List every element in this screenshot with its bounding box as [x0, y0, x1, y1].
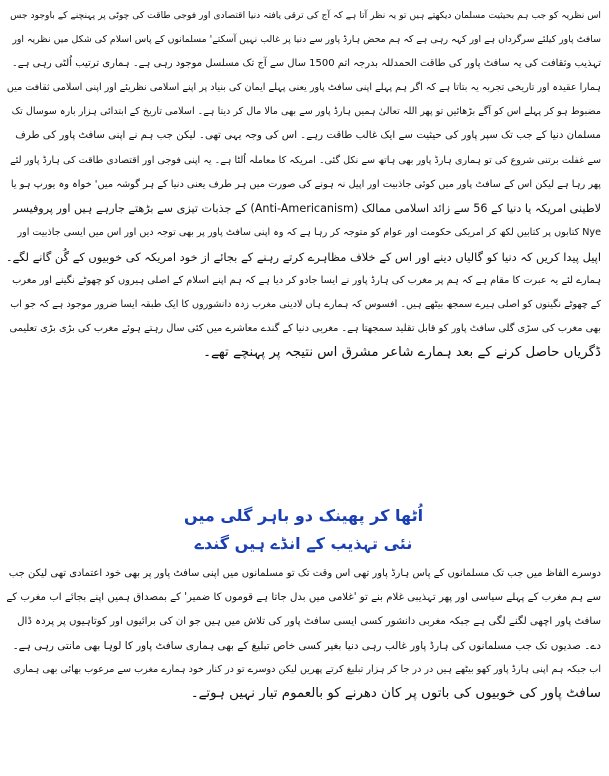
text-line: تہذیب وثقافت کی یہ سافٹ پاور کی طاقت الحمدللہ بدرجہ اتم 1500 سال سے آج تک مسلسل موجود رہی ہے۔ ہماری ترتیب اُلٹی رہی ہے۔ — [11, 58, 601, 70]
text-line: دے۔ صدیوں تک جب مسلمانوں کی ہارڈ پاور غالب رہی دنیا بغیر کسی خاص تبلیغ کے بھی ہماری سافٹ پاور کا لوہا بھی مانتی رہی ہے۔ — [12, 640, 601, 653]
text-line: مسلمان دنیا کے جب تک سپر پاور کی حیثیت سے ایک غالب طاقت رہے۔ اس کی وجہ یہی تھی۔ لیکن جب ہم نے اپنی سافٹ پاور کی طرف — [15, 130, 601, 142]
text-line: کے چھوٹے نگینوں کو اصلی ہیرے سمجھ بیٹھے ہیں۔ افسوس کہ ہمارے ہاں لادینی مغرب زدہ دانشوروں کا ایک طبقہ ایسا ضرور موجود ہے کہ جو اب — [10, 299, 601, 311]
paragraph-main — [6, 4, 601, 498]
text-line: دوسرے الفاظ میں جب تک مسلمانوں کے پاس ہارڈ پاور تھی اس وقت تک تو مسلمانوں میں اپنی سافٹ پاور پر بھی خود اعتمادی تھی لیکن جب — [8, 568, 601, 579]
text-line: مضبوط ہو کر پہلے اس کو آگے بڑھائیں تو پھر اللہ تعالیٰ ہمیں ہارڈ پاور سے بھی مالا مال کر دیتا ہے۔ اسلامی تاریخ کے ابتدائی ہزار بارہ سوسال تک — [11, 106, 601, 118]
verse-line-2: نئی تہذیب کے انڈے ہیں گندے — [194, 534, 413, 553]
text-line: ڈگریاں حاصل کرنے کے بعد ہمارے شاعر مشرق اس نتیجہ پر پہنچے تھے۔ — [203, 345, 601, 361]
text-line: بھی مغرب کی سڑی گلی سافٹ پاور کو قابل تقلید سمجھتا ہے۔ مغربی دنیا کے گندے معاشرے میں کئی سال رہتے ہوئے مغرب کی بڑی بڑی تعلیمی — [9, 323, 601, 335]
text-line: لاطینی امریکہ یا دنیا کے 56 سے زائد اسلامی ممالک (Anti-Americanism) کے جذبات تیزی سے بڑھتے جارہے ہیں اور پروفیسر — [13, 201, 601, 215]
text-line: سے غفلت برتنی شروع کی تو ہماری ہارڈ پاور بھی ہاتھ سے نکل گئی۔ امریکہ کا معاملہ اُلٹا ہے۔ یہ اپنی فوجی اور اقتصادی طاقت کی ہارڈ پاور لئے — [10, 154, 601, 166]
text-line: پھر رہا ہے لیکن اس کے سافٹ پاور میں کوئی جاذبیت اور اپیل نہ ہونے کی صورت میں ہر طرف یعنی دنیا کے ہر گوشہ میں' خواہ وہ یورپ ہو یا — [10, 178, 601, 190]
text-line: اب جبکہ ہم اپنی ہارڈ پاور کھو بیٹھے ہیں در در جا کر ہزار تبلیغ کرتے پھریں لیکن دوسرے تو در کنار خود ہمارے مغرب سے مرعوب بھائی بھی ہماری — [13, 664, 601, 676]
text-line: ہمارا عقیدہ اور تاریخی تجربہ یہ بتاتا ہے کہ اگر ہم پہلے اپنی سافٹ پاور یعنی پہلے ایمان کی بنیاد پر اپنے اسلامی نظریئے اور اپنی اسلامی ثقافت میں — [6, 82, 601, 94]
text-line: Nye کتابوں پر کتابیں لکھ کر امریکی حکومت اور عوام کو متوجہ کر رہا ہے کہ وہ اپنی سافٹ پاور پر بھی توجہ دیں اور اس میں ایسی جاذبیت اور — [17, 226, 601, 238]
text-line: ہمارے لئے یہ عبرت کا مقام ہے کہ ہم پر مغرب کی ہارڈ پاور نے ایسا جادو کر دیا ہے کہ ہم اپنے اسلام کے اصلی ہیروں کو چھوٹے نگینے اور مغرب — [12, 275, 601, 287]
text-line: سافٹ پاور کی خوبیوں کی باتوں پر کان دھرنے کو بالعموم تیار نہیں ہوتے۔ — [190, 686, 601, 702]
paragraph-closing — [6, 562, 601, 707]
text-line: سافٹ پاور کیلئے سرگرداں ہے اور کہہ رہی ہے کہ ہم محض ہارڈ پاور سے دنیا پر غالب نہیں آسکتے' مسلمانوں کے پاس اسلام کی شکل میں نظریہ اور — [12, 34, 601, 46]
text-line: اس نظریہ کو جب ہم بحیثیت مسلمان دیکھتے ہیں تو یہ نظر آتا ہے کہ آج کی ترقی یافتہ دنیا اقتصادی اور فوجی طاقت کی چوٹی پر پہنچنے کے باوجود جس — [10, 10, 601, 21]
verse-line-1: اُٹھا کر پھینک دو باہر گلی میں — [183, 506, 424, 525]
poetry-couplet — [6, 502, 601, 558]
text-line: سافٹ پاور اچھی لگنے لگی ہے جبکہ مغربی دانشور کسی ایسی سافٹ پاور کی تلاش میں ہیں جو ان کی برائیوں اور کوتاہیوں پر پردہ ڈال — [17, 616, 601, 628]
text-line: اپیل پیدا کریں کہ دنیا کو گالیاں دینے اور اس کے خلاف مظاہرے کرتے رہنے کے بجائے از خود امریکہ کی خوبیوں کے گُن گانے لگے۔ — [6, 249, 601, 264]
text-line: سے ہم مغرب کے پہلے سیاسی اور پھر تہذیبی غلام بنے تو 'غلامی میں بدل جاتا ہے قوموں کا ضمیر' کے بمصداق ہمیں اپنے بجائے اب مغرب کے — [6, 592, 601, 604]
